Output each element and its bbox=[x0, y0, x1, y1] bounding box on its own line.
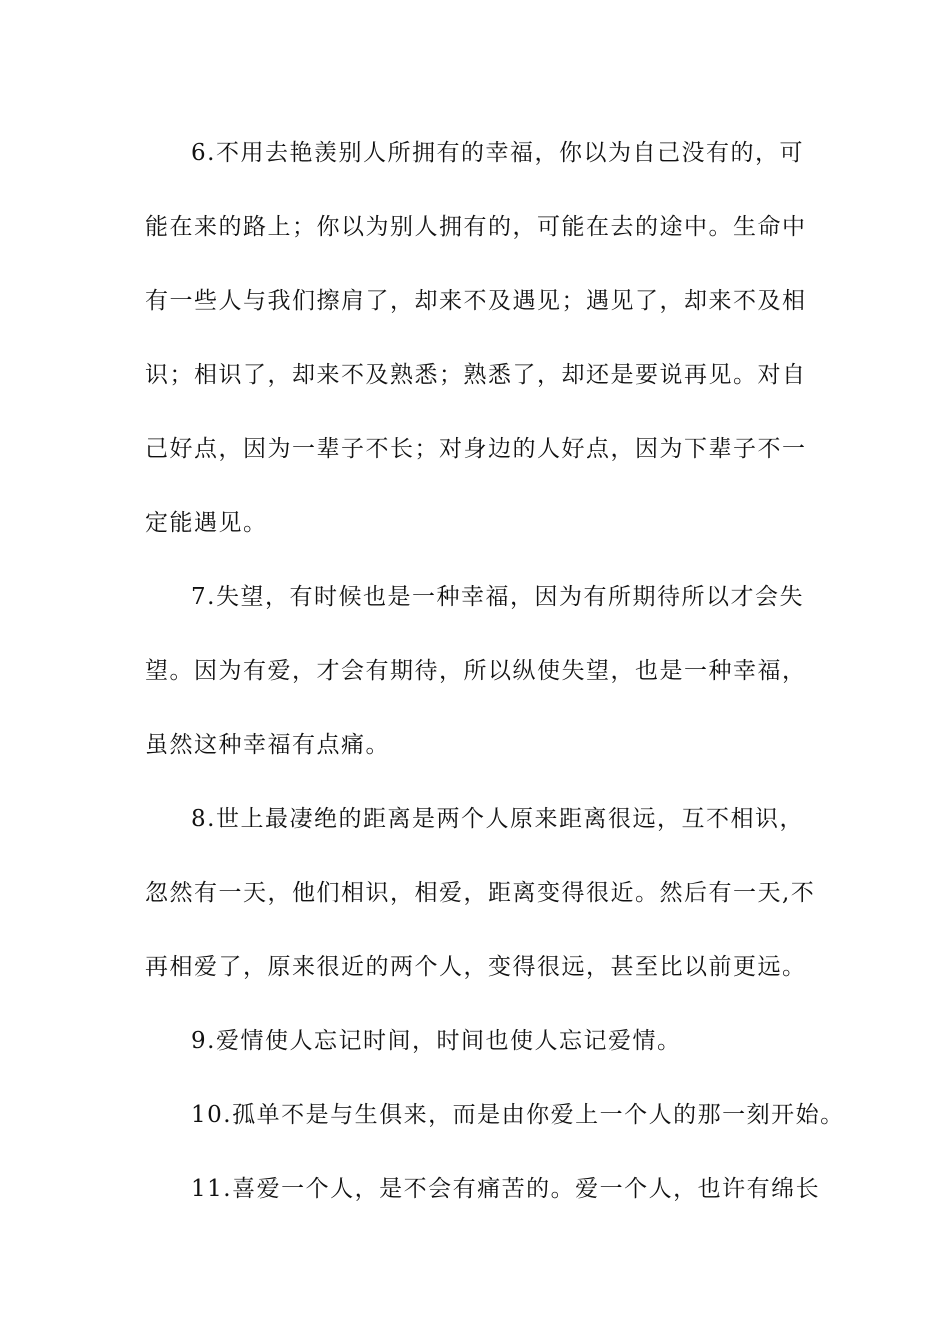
paragraph-6-line-4: 识；相识了，却来不及熟悉；熟悉了，却还是要说再见。对自 bbox=[145, 362, 807, 388]
paragraph-6-line-2: 能在来的路上；你以为别人拥有的，可能在去的途中。生命中 bbox=[145, 214, 807, 240]
paragraph-8-line-2: 忽然有一天，他们相识，相爱，距离变得很近。然后有一天,不 bbox=[145, 880, 816, 906]
paragraph-6-line-3: 有一些人与我们擦肩了，却来不及遇见；遇见了，却来不及相 bbox=[145, 288, 807, 314]
paragraph-7-line-3: 虽然这种幸福有点痛。 bbox=[145, 732, 390, 758]
document-body bbox=[145, 133, 845, 1243]
paragraph-7-line-2: 望。因为有爱，才会有期待，所以纵使失望，也是一种幸福， bbox=[145, 658, 807, 684]
paragraph-8-line-1: 8.世上最凄绝的距离是两个人原来距离很远，互不相识， bbox=[191, 806, 804, 832]
paragraph-8-line-3: 再相爱了，原来很近的两个人，变得很远，甚至比以前更远。 bbox=[145, 954, 807, 980]
paragraph-6-line-5: 己好点，因为一辈子不长；对身边的人好点，因为下辈子不一 bbox=[145, 436, 807, 462]
paragraph-7-line-1: 7.失望，有时候也是一种幸福，因为有所期待所以才会失 bbox=[191, 584, 804, 610]
paragraph-9-line-1: 9.爱情使人忘记时间，时间也使人忘记爱情。 bbox=[191, 1028, 682, 1054]
paragraph-10-line-1: 10.孤单不是与生俱来，而是由你爱上一个人的那一刻开始。 bbox=[191, 1102, 845, 1128]
paragraph-6-line-6: 定能遇见。 bbox=[145, 510, 268, 536]
paragraph-6-line-1: 6.不用去艳羡别人所拥有的幸福，你以为自己没有的，可 bbox=[191, 140, 804, 166]
paragraph-11-line-1: 11.喜爱一个人，是不会有痛苦的。爱一个人，也许有绵长 bbox=[191, 1176, 821, 1202]
